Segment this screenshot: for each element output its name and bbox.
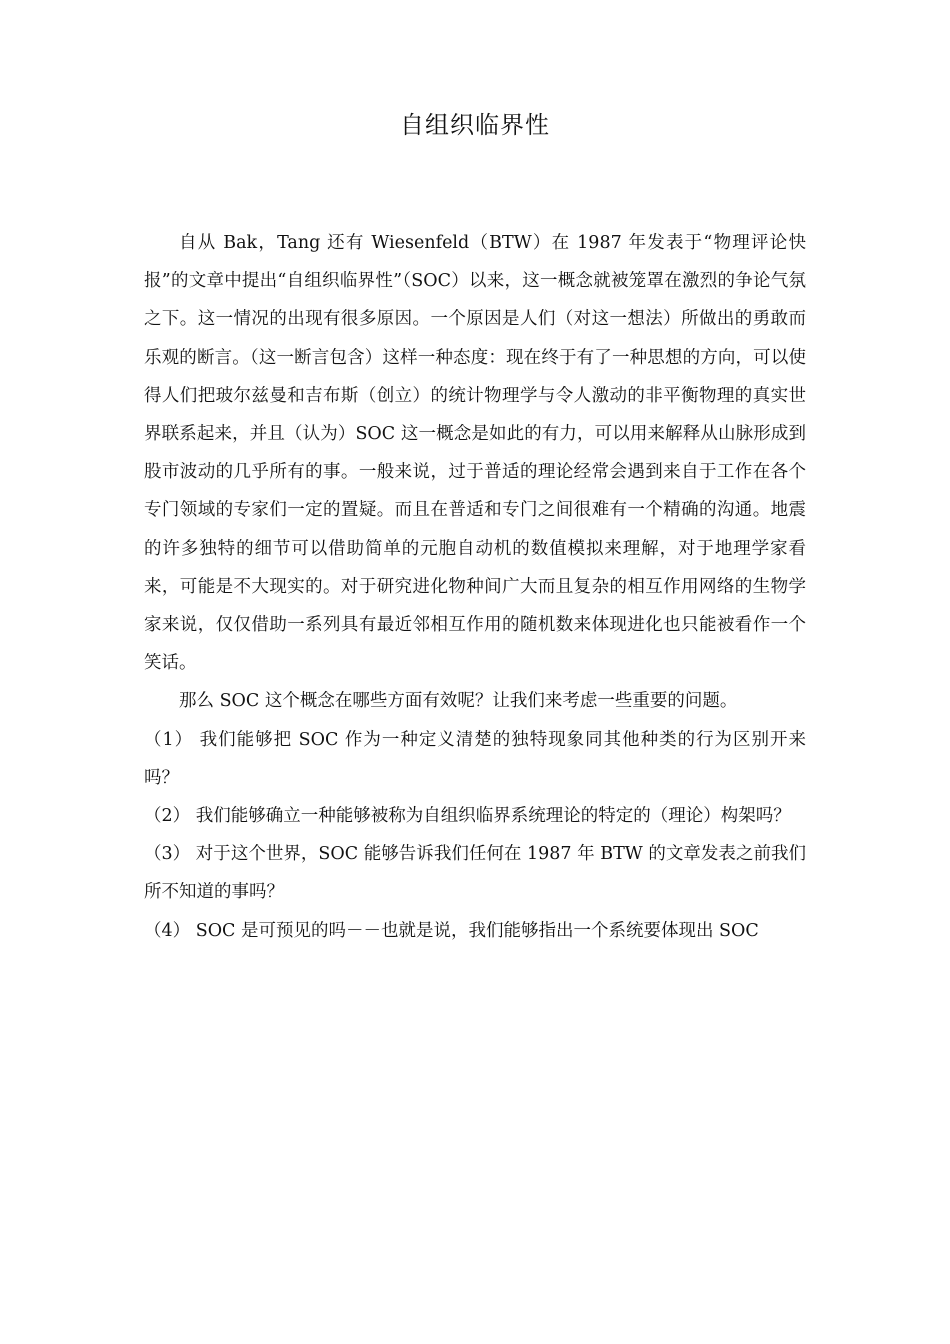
question-number: （2） xyxy=(144,806,191,827)
question-text: 对于这个世界，SOC 能够告诉我们任何在 1987 年 BTW 的文章发表之前我们所不知道的事吗？ xyxy=(144,844,806,903)
page-title: 自组织临界性 xyxy=(400,111,550,139)
paragraph-question-lead: 那么 SOC 这个概念在哪些方面有效呢？让我们来考虑一些重要的问题。 xyxy=(179,691,738,712)
question-number: （3） xyxy=(144,844,191,865)
question-item xyxy=(144,721,806,797)
question-item xyxy=(144,912,806,950)
question-text: 我们能够把 SOC 作为一种定义清楚的独特现象同其他种类的行为区别开来吗？ xyxy=(144,729,806,788)
question-text: SOC 是可预见的吗－－也就是说，我们能够指出一个系统要体现出 SOC xyxy=(190,920,759,941)
question-number: （4） xyxy=(144,920,191,941)
paragraph-intro: 自从 Bak，Tang 还有 Wiesenfeld（BTW）在 1987 年发表于“物理评论快报”的文章中提出“自组织临界性”（SOC）以来，这一概念就被笼罩在激烈的争论气氛之下。这一情况的出现有很多原因。一个原因是人们（对这一想法）所做出的勇敢而乐观的断言。（这一断言包含）这样一种态度：现在终于有了一种思想的方向，可以使得人们把玻尔兹曼和吉布斯（创立）的统计物理学与令人激动的非平衡物理的真实世界联系起来，并且（认为）SOC 这一概念是如此的有力，可以用来解释从山脉形成到股市波动的几乎所有的事。一般来说，过于普适的理论经常会遇到来自于工作在各个专门领域的专家们一定的置疑。而且在普适和专门之间很难有一个精确的沟通。地震的许多独特的细节可以借助简单的元胞自动机的数值模拟来理解，对于地理学家看来，可能是不大现实的。对于研究进化物种间广大而且复杂的相互作用网络的生物学家来说，仅仅借助一系列具有最近邻相互作用的随机数来体现进化也只能被看作一个笑话。 xyxy=(144,233,806,674)
question-item xyxy=(144,797,806,835)
question-text: 我们能够确立一种能够被称为自组织临界系统理论的特定的（理论）构架吗？ xyxy=(190,806,791,827)
question-item xyxy=(144,835,806,911)
question-number: （1） xyxy=(144,729,194,750)
document-body xyxy=(144,224,806,950)
